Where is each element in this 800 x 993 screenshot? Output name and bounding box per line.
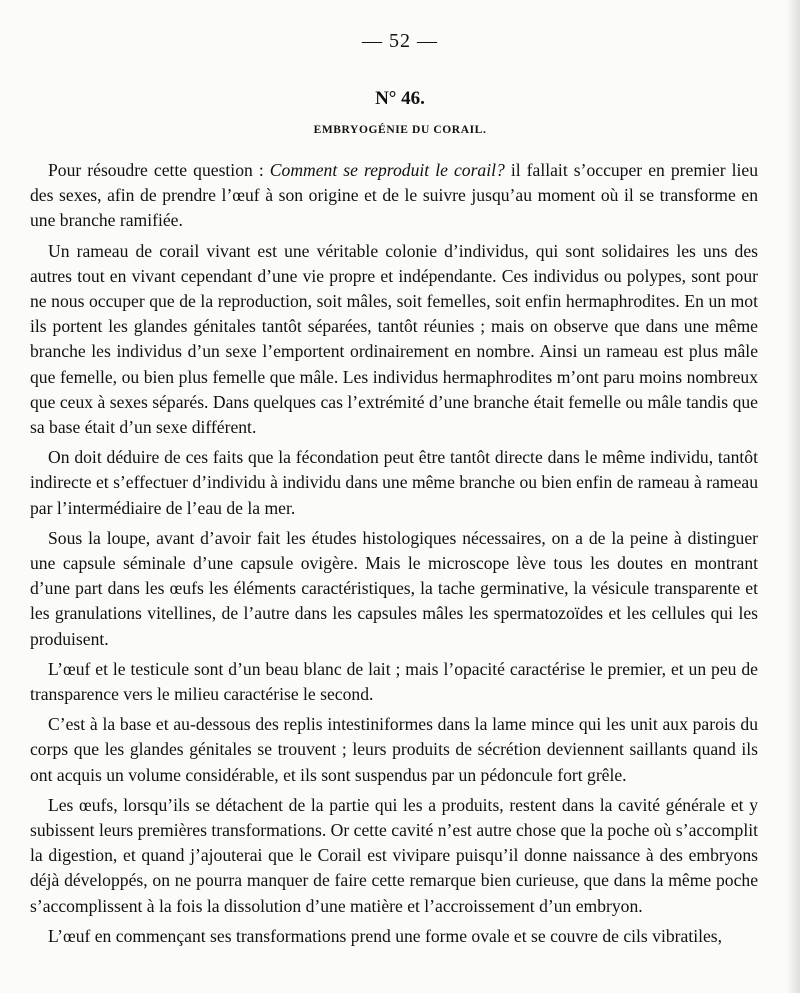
- paragraph-5: L’œuf et le testicule sont d’un beau blanc de lait ; mais l’opacité caractérise le premier, et un peu de transparence vers le milieu caractérise le second.: [30, 658, 758, 705]
- paragraph-1-start: Pour résoudre cette question :: [48, 160, 270, 180]
- paragraph-1: [30, 158, 758, 234]
- page-edge-shadow: [786, 0, 800, 993]
- paragraph-1-end: il fallait s’occuper en premier lieu des sexes, afin de prendre l’œuf à son origine et de le suivre jusqu’au moment où il se transforme en une branche ramifiée.: [30, 160, 758, 231]
- section-title: EMBRYOGÉNIE DU CORAIL.: [313, 124, 487, 136]
- paragraph-4: Sous la loupe, avant d’avoir fait les études histologiques nécessaires, on a de la peine à distinguer une capsule séminale d’une capsule ovigère. Mais le microscope lève tous les doutes en montrant d’une part dans les œufs les éléments caractéristiques, la tache germinative, la vésicule transparente et les granulations vitellines, de l’autre dans les capsules mâles les spermatozoïdes et les cellules qui les produisent.: [30, 527, 758, 649]
- body-text: [30, 158, 758, 954]
- paragraph-6: C’est à la base et au-dessous des replis intestiniformes dans la lame mince qui les unit aux parois du corps que les glandes génitales se trouvent ; leurs produits de sécrétion deviennent saillants quand ils ont acquis un volume considérable, et ils sont suspendus par un pédoncule fort grêle.: [30, 714, 758, 785]
- paragraph-2: Un rameau de corail vivant est une véritable colonie d’individus, qui sont solidaires les uns des autres tout en vivant cependant d’une vie propre et indépendante. Ces individus ou polypes, sont pour ne nous occuper que de la reproduction, soit mâles, soit femelles, soit enfin hermaphrodites. En un mot ils portent les glandes génitales tantôt séparées, tantôt réunies ; mais on observe que dans une même branche les individus d’un sexe l’emportent ordinairement en nombre. Ainsi un rameau est plus mâle que femelle, ou bien plus femelle que mâle. Les individus hermaphrodites m’ont paru moins nombreux que ceux à sexes séparés. Dans quelques cas l’extrémité d’une branche était femelle ou mâle tandis que sa base était d’un sexe différent.: [30, 240, 758, 438]
- section-number: N° 46.: [375, 88, 425, 109]
- paragraph-7: Les œufs, lorsqu’ils se détachent de la partie qui les a produits, restent dans la cavité générale et y subissent leurs premières transformations. Or cette cavité n’est autre chose que la poche où s’accomplit la digestion, et quand j’ajouterai que le Corail est vivipare puisqu’il donne naissance à des embryons déjà développés, on ne pourra manquer de faire cette remarque bien curieuse, que dans la même poche s’accomplissent à la fois la dissolution d’une matière et l’accroissement d’un embryon.: [30, 794, 758, 916]
- paragraph-1-question: Comment se reproduit le corail?: [269, 160, 505, 180]
- paragraph-3: On doit déduire de ces faits que la fécondation peut être tantôt directe dans le même individu, tantôt indirecte et s’effectuer d’individu à individu dans une même branche ou bien enfin de rameau à rameau par l’intermédiaire de l’eau de la mer.: [30, 447, 758, 518]
- paragraph-8: L’œuf en commençant ses transformations prend une forme ovale et se couvre de cils vibratiles,: [48, 925, 723, 946]
- page-number: — 52 —: [362, 30, 438, 52]
